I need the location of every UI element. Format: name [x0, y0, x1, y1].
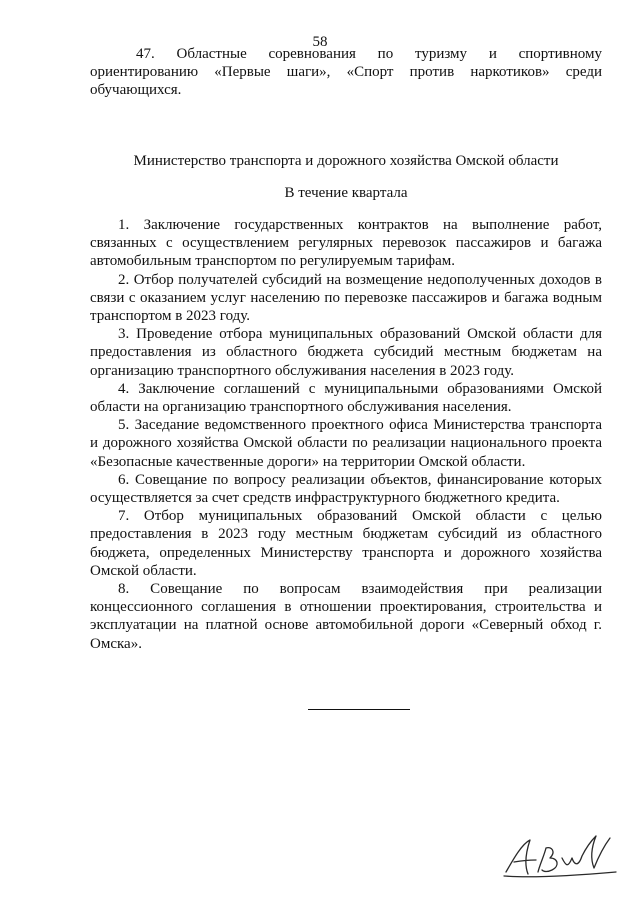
list-item: 6. Совещание по вопросу реализации объектов, финансирование которых осуществляется за счет средств инфраструктурного бюджетного кредита. — [90, 471, 602, 507]
list-item: 7. Отбор муниципальных образований Омской области с целью предоставления в 2023 году местным бюджетам субсидий из областного бюджета, определенных Министерству транспорта и дорожного хозяйства Омской области. — [90, 508, 602, 579]
end-rule — [308, 709, 410, 710]
page-number: 58 — [312, 34, 328, 50]
list-item: 4. Заключение соглашений с муниципальными образованиями Омской области на организацию транспортного обслуживания населения. — [90, 380, 602, 416]
ministry-heading: Министерство транспорта и дорожного хозяйства Омской области — [133, 152, 559, 169]
document-body — [90, 45, 602, 653]
list-item: 8. Совещание по вопросам взаимодействия при реализации концессионного соглашения в отношении проектирования, строительства и эксплуатации на платной основе автомобильной дороги «Северный обход г. Омска». — [90, 581, 602, 652]
list-item-47: 47. Областные соревнования по туризму и спортивному ориентированию «Первые шаги», «Спорт против наркотиков» среди обучающихся. — [90, 46, 602, 99]
list-item: 1. Заключение государственных контрактов на выполнение работ, связанных с осуществлением регулярных перевозок пассажиров и багажа автомобильным транспортом по регулируемым тарифам. — [90, 217, 602, 270]
signature — [500, 828, 620, 882]
list-item: 2. Отбор получателей субсидий на возмещение недополученных доходов в связи с оказанием услуг населению по перевозке пассажиров и багажа водным транспортом в 2023 году. — [90, 271, 602, 325]
list-item: 3. Проведение отбора муниципальных образований Омской области для предоставления из областного бюджета субсидий местным бюджетам на организацию транспортного обслуживания населения в 2023 году. — [90, 326, 602, 379]
list-item: 5. Заседание ведомственного проектного офиса Министерства транспорта и дорожного хозяйства Омской области по реализации национального проекта «Безопасные качественные дороги» на территории Омской области. — [90, 417, 602, 470]
period-heading: В течение квартала — [284, 184, 408, 201]
